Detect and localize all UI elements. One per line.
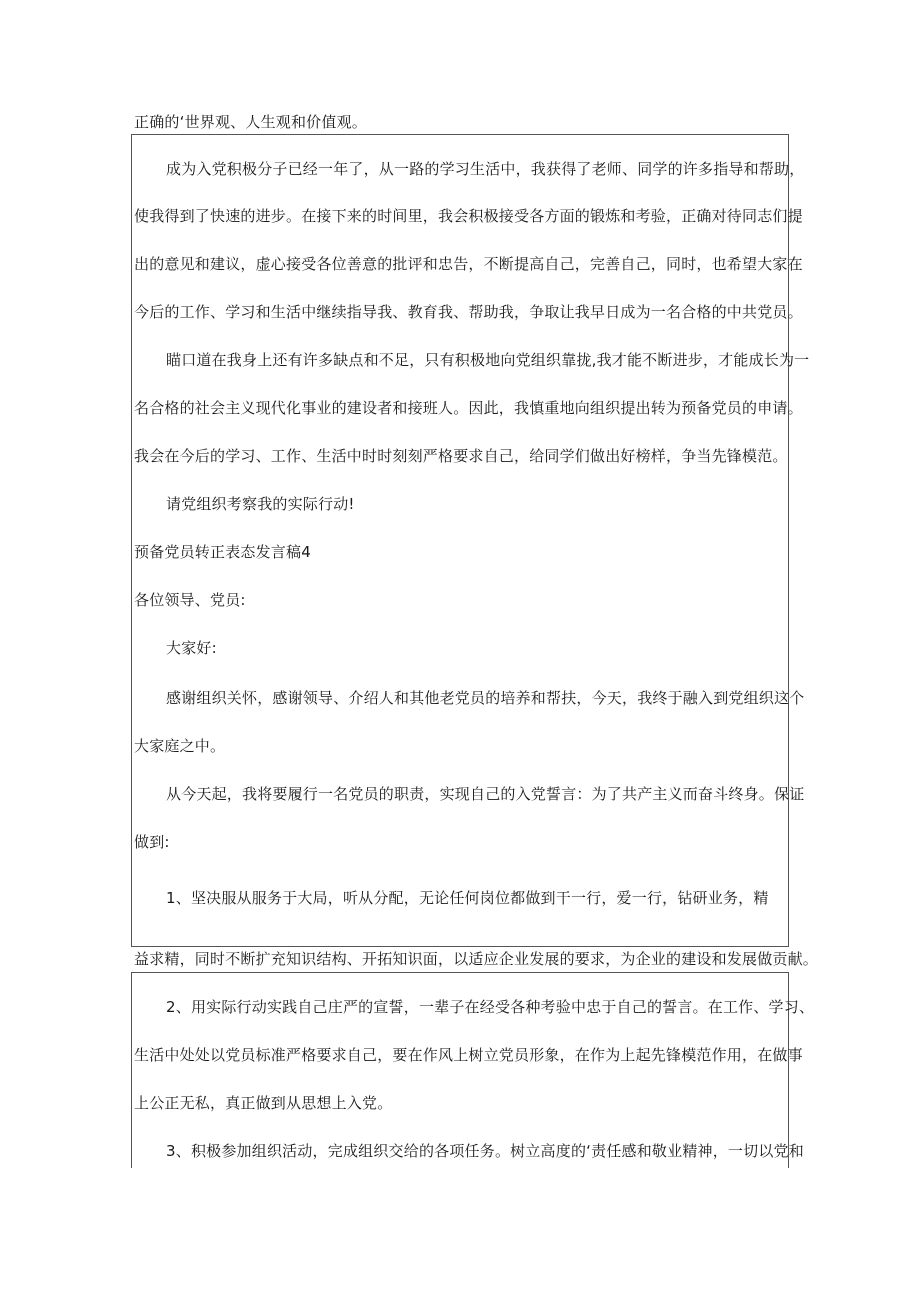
paragraph-2-line-1: 瞄口道在我身上还有许多缺点和不足，只有积极地向党组织靠拢,我才能不断进步，才能成长为一 [166, 351, 810, 369]
intro-line: 正确的‘世界观、人生观和价值观。 [134, 113, 367, 131]
list-item-3-start: 3、积极参加组织活动，完成组织交给的各项任务。树立高度的‘责任感和敬业精神，一切以党和 [166, 1142, 804, 1160]
salutation: 各位领导、党员: [134, 591, 246, 609]
paragraph-1-line-3: 出的意见和建议，虚心接受各位善意的批评和忠告，不断提高自己，完善自己，同时，也希望大家在 [134, 255, 803, 273]
section-heading: 预备党员转正表态发言稿4 [134, 543, 311, 561]
paragraph-2-line-3: 我会在今后的学习、工作、生活中时时刻刻严格要求自己，给同学们做出好榜样，争当先锋模范。 [134, 447, 788, 465]
list-item-2-line-2: 生活中处处以党员标准严格要求自己，要在作风上树立党员形象，在作为上起先锋模范作用，在做事 [134, 1046, 803, 1064]
paragraph-3: 请党组织考察我的实际行动! [166, 495, 355, 513]
greeting: 大家好: [166, 639, 217, 657]
paragraph-5-line-1: 从今天起，我将要履行一名党员的职责，实现自己的入党誓言：为了共产主义而奋斗终身。保证 [166, 785, 805, 803]
paragraph-1-line-4: 今后的工作、学习和生活中继续指导我、教育我、帮助我，争取让我早日成为一名合格的中共党员。 [134, 303, 803, 321]
list-item-2-line-3: 上公正无私，真正做到从思想上入党。 [134, 1094, 393, 1112]
between-line: 益求精，同时不断扩充知识结构、开拓知识面，以适应企业发展的要求，为企业的建设和发展做贡献。 [134, 950, 819, 968]
paragraph-1-line-1: 成为入党积极分子已经一年了，从一路的学习生活中，我获得了老师、同学的许多指导和帮助， [166, 160, 805, 178]
paragraph-5-line-2: 做到: [134, 833, 170, 851]
paragraph-1-line-2: 使我得到了快速的进步。在接下来的时间里，我会积极接受各方面的锻炼和考验，正确对待同志们提 [134, 207, 803, 225]
paragraph-2-line-2: 名合格的社会主义现代化事业的建设者和接班人。因此，我慎重地向组织提出转为预备党员的申请。 [134, 399, 803, 417]
list-item-2-line-1: 2、用实际行动实践自己庄严的宣誓，一辈子在经受各种考验中忠于自己的誓言。在工作、学习、 [166, 998, 815, 1016]
paragraph-4-line-2: 大家庭之中。 [134, 737, 226, 755]
list-item-1-start: 1、坚决服从服务于大局，听从分配，无论任何岗位都做到干一行，爱一行，钻研业务，精 [166, 889, 769, 907]
paragraph-4-line-1: 感谢组织关怀，感谢领导、介绍人和其他老党员的培养和帮扶，今天，我终于融入到党组织这个 [166, 689, 805, 707]
